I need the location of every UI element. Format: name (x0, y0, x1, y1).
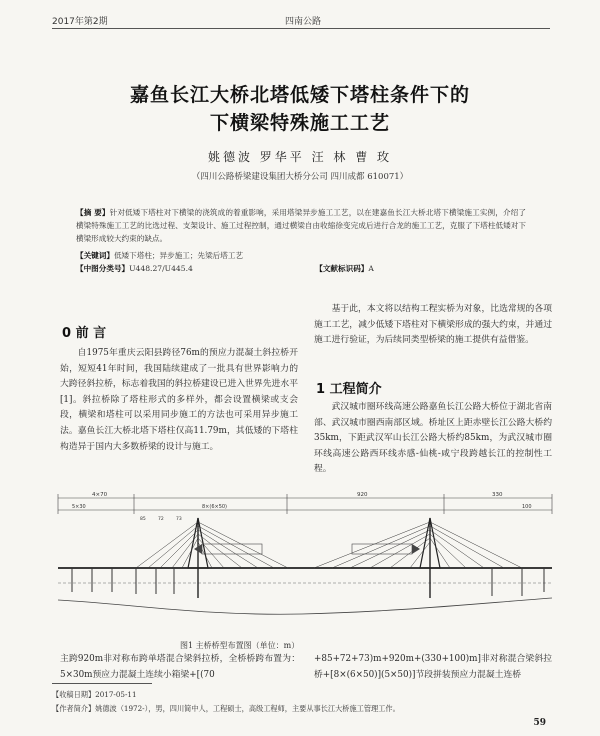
dim-label-7: 72 (158, 517, 164, 522)
author-bio (52, 704, 400, 714)
dim-label-3: 330 (492, 492, 503, 498)
keywords-text: 低矮下塔柱；异步施工；先梁后塔工艺 (113, 251, 244, 260)
journal-name: 四南公路 (285, 17, 322, 27)
bottom-left-text: 主跨920m非对称布跨单塔混合梁斜拉桥，全桥桥跨布置为：5×30m预应力混凝土连续小箱梁+[(70 (60, 654, 300, 680)
title-line-1: 嘉鱼长江大桥北塔低矮下塔柱条件下的 (129, 84, 470, 106)
authors: 姚德波 罗华平 汪 林 曹 玫 (207, 150, 393, 164)
section-0-text: 自1975年重庆云阳县跨径76m的预应力混凝土斜拉桥开始，短短41年时间，我国陆续建成了一批具有世界影响力的大跨径斜拉桥，标志着我国的斜拉桥建设已进入世界先进水平[1]。斜拉桥除了塔柱形式的多样外，都会设置横梁或支会段，横梁和塔柱可以采用同步施工的方法也可采用异步施工法。嘉鱼长江大桥北塔下塔柱仅高11.79m，其低矮的下塔柱构造异于国内大多数桥梁的设计与施工。 (60, 348, 298, 452)
figure-caption: 图1 主桥桥型布置图（单位：m） (180, 641, 300, 650)
affiliation: （四川公路桥梁建设集团大桥分公司 四川成都 610071） (191, 172, 409, 182)
received-date (52, 690, 137, 700)
dim-label-5: 8×(6×50) (202, 504, 228, 510)
doc-label: 【文献标识码】 (315, 264, 369, 273)
section-0-heading: 0 前 言 (62, 326, 107, 341)
piers (72, 568, 544, 596)
bottom-right-text: +85+72+73)m+920m+(330+100)m]非对称混合梁斜拉桥+[8×(6×50)](5×50)]节段拼装预应力混凝土连桥 (314, 654, 552, 680)
author-bio-text: 姚德波（1972-），男，四川简中人，工程硕士，高级工程师，主要从事长江大桥施工管理工作。 (95, 704, 400, 713)
left-pylon-cables (136, 522, 288, 568)
right-pylon-cables (314, 522, 522, 568)
header-rule (52, 28, 550, 29)
right-intro-text: 基于此，本文将以结构工程实桥为对象，比选常规的各项施工工艺，减少低矮下塔柱对下横梁形成的强大约束，并通过施工进行验证，为后续同类型桥梁的施工提供有益借鉴。 (314, 304, 552, 346)
section-1-text: 武汉城市圈环线高速公路嘉鱼长江公路大桥位于湖北省南部、武汉城市圈西南部区域。桥址区上距赤壁长江公路大桥约35km，下距武汉军山长江公路大桥约85km，为武汉城市圈环线高速公路西环线赤感-仙桃-咸宁段跨越长江的控制性工程。 (314, 402, 552, 475)
dim-label-9: 100 (522, 504, 532, 510)
dim-label-8: 73 (176, 517, 182, 522)
abstract (76, 206, 526, 245)
dim-label-6: 85 (140, 517, 146, 522)
received-label: 【收稿日期】 (52, 690, 96, 699)
bridge-layout-figure (52, 488, 556, 636)
footnote-rule (52, 683, 152, 684)
dim-label-1: 4×70 (92, 492, 108, 498)
classification (76, 262, 526, 275)
abstract-text: 针对低矮下塔柱对下横梁的浇筑成的着重影响，采用塔梁异步施工工艺，以在建嘉鱼长江大桥北塔下横梁施工实例，介绍了横梁特殊施工工艺的比选过程、支架设计、施工过程控制，通过横梁自由收缩徐变完成后进行合龙的施工工艺，克服了下塔柱低矮对下横梁形成较大约束的缺点。 (76, 208, 526, 243)
issue-label: 2017年第2期 (52, 17, 108, 27)
cls-text: U448.27/U445.4 (129, 264, 193, 273)
dim-label-2: 920 (357, 492, 368, 498)
author-bio-label: 【作者简介】 (52, 704, 96, 713)
abstract-label: 【摘 要】 (76, 208, 110, 217)
dim-label-4: 5×30 (72, 504, 86, 510)
page-number: 59 (533, 718, 546, 728)
doc-text: A (368, 264, 374, 273)
keywords-label: 【关键词】 (76, 251, 114, 260)
cls-label: 【中图分类号】 (76, 264, 130, 273)
section-1-heading: 1 工程简介 (316, 382, 382, 397)
title-line-2: 下横梁特殊施工工艺 (209, 112, 390, 134)
keywords (76, 249, 526, 262)
received-value: 2017-05-11 (95, 690, 137, 699)
